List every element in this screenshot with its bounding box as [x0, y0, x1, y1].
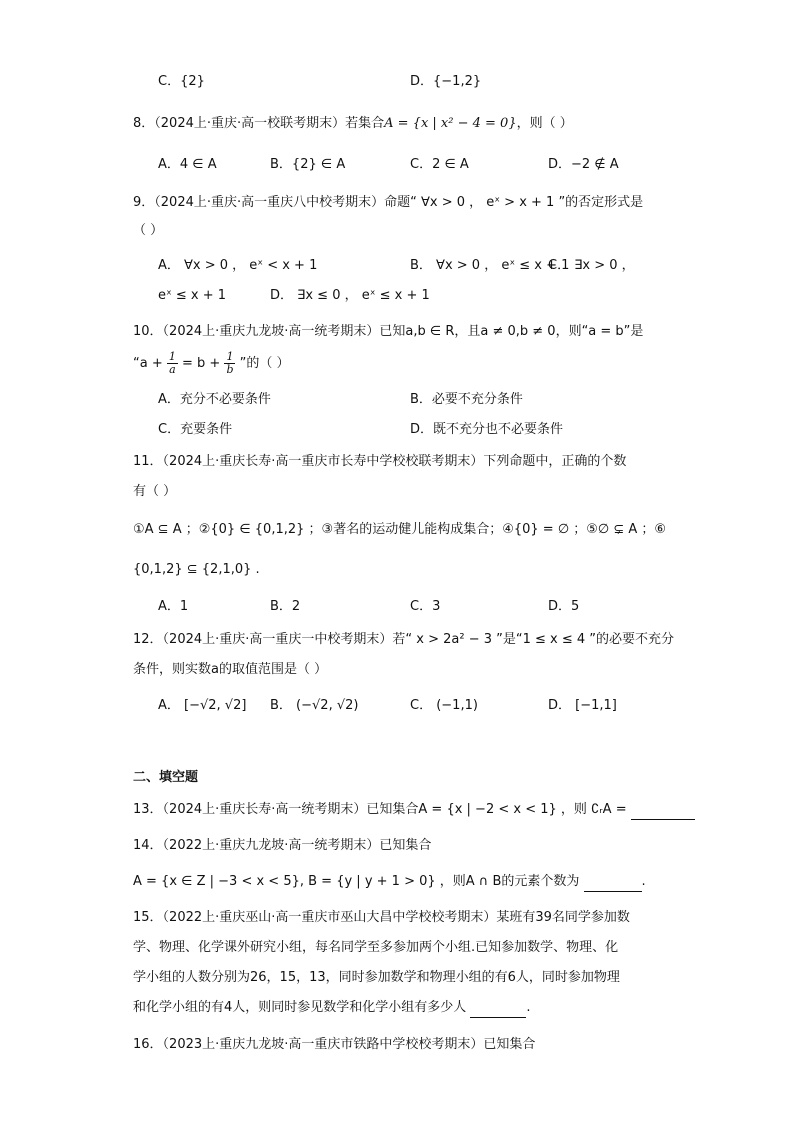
q12-option-d: D． [−1,1] — [548, 698, 617, 713]
q11-items-line1: ①A ⊆ A ；②{0} ∈ {0,1,2} ；③著名的运动健儿能构成集合；④{0} = ∅ ；⑤∅ ⊊ A ；⑥ — [133, 522, 667, 537]
q10-option-b: B．必要不充分条件 — [410, 392, 523, 407]
section-fill-in-blank-heading: 二、填空题 — [133, 770, 199, 785]
q8-option-a: A．4 ∈ A — [158, 157, 217, 172]
q15-line3: 学小组的人数分别为26，15，13，同时参加数学和物理小组的有6人，同时参加物理 — [133, 970, 620, 985]
q8-option-c: C．2 ∈ A — [410, 157, 469, 172]
q14-stem-line2: A = {x ∈ Z | −3 < x < 5}, B = {y | y + 1 > 0} ，则A ∩ B的元素个数为 . — [133, 872, 646, 892]
q8-set: A = {x | x² − 4 = 0} — [384, 116, 517, 131]
q10-stem-line1: 10．（2024上·重庆九龙坡·高一统考期末）已知a,b ∈ R，且a ≠ 0,b ≠ 0，则“a = b”是 — [133, 324, 644, 339]
q13-stem — [133, 800, 695, 820]
q7-option-d: D．{−1,2} — [410, 74, 482, 89]
q13-answer-blank[interactable] — [631, 805, 695, 820]
q12-stem-line2: 条件，则实数a的取值范围是（ ） — [133, 662, 328, 677]
q11-stem-line2: 有（ ） — [133, 484, 177, 499]
q8-stem-pre: 8．（2024上·重庆·高一校联考期末）若集合 — [133, 116, 385, 131]
q10-stem-line2 — [133, 350, 289, 378]
q11-option-d: D．5 — [548, 599, 580, 614]
q11-option-a: A．1 — [158, 599, 189, 614]
q9-option-b: B． ∀x > 0 ， eˣ ≤ x + 1 — [410, 258, 570, 273]
q11-items-line2: {0,1,2} ⊆ {2,1,0} . — [133, 562, 260, 577]
q10-option-d: D．既不充分也不必要条件 — [410, 422, 564, 437]
q10-stem2-post: ”的（ ） — [239, 356, 290, 371]
q15-line2: 学、物理、化学课外研究小组，每名同学至多参加两个小组.已知参加数学、物理、化 — [133, 940, 619, 955]
q8-option-d: D．−2 ∉ A — [548, 157, 619, 172]
q11-stem-line1: 11．（2024上·重庆长寿·高一重庆市长寿中学校校联考期末）下列命题中，正确的个数 — [133, 454, 627, 469]
q9-option-c: C． ∃x > 0 ， — [548, 258, 635, 273]
q14-stem2-text: A = {x ∈ Z | −3 < x < 5}, B = {y | y + 1 > 0} ，则A ∩ B的元素个数为 — [133, 874, 580, 889]
q15-line1: 15．（2022上·重庆巫山·高一重庆市巫山大昌中学校校考期末）某班有39名同学参加数 — [133, 910, 630, 925]
q10-stem2-mid: = b + — [182, 356, 221, 371]
q10-fraction-1-over-a: $\frac{1}{a}$ — [168, 350, 176, 376]
q14-stem-line1: 14．（2022上·重庆九龙坡·高一统考期末）已知集合 — [133, 838, 432, 853]
q15-line4: 和化学小组的有4人，则同时参见数学和化学小组有多少人 . — [133, 998, 531, 1018]
q14-answer-blank[interactable] — [584, 877, 642, 892]
q15-line4-text: 和化学小组的有4人，则同时参见数学和化学小组有多少人 — [133, 1000, 467, 1015]
q16-stem: 16．（2023上·重庆九龙坡·高一重庆市铁路中学校校考期末）已知集合 — [133, 1037, 536, 1052]
q11-option-b: B．2 — [270, 599, 301, 614]
q9-stem-line2: （ ） — [133, 223, 164, 238]
q11-option-c: C．3 — [410, 599, 441, 614]
q10-option-c: C．充要条件 — [158, 422, 233, 437]
q12-option-b: B． (−√2, √2) — [270, 698, 359, 713]
q10-fraction-1-over-b: $\frac{1}{b}$ — [226, 350, 234, 376]
q9-option-d: D． ∃x ≤ 0 ， eˣ ≤ x + 1 — [270, 288, 430, 303]
q9-stem-line1: 9．（2024上·重庆·高一重庆八中校考期末）命题“ ∀x > 0 ， eˣ > x + 1 ”的否定形式是 — [133, 195, 644, 210]
q10-option-a: A．充分不必要条件 — [158, 392, 271, 407]
q9-option-a: A． ∀x > 0 ， eˣ < x + 1 — [158, 258, 318, 273]
q9-option-c-cont: eˣ ≤ x + 1 — [158, 288, 227, 303]
q8-option-b: B．{2} ∈ A — [270, 157, 346, 172]
q13-stem-text: 13．（2024上·重庆长寿·高一统考期末）已知集合A = {x | −2 < x < 1} ，则 ∁ᵣA = — [133, 802, 627, 817]
q12-option-c: C． (−1,1) — [410, 698, 478, 713]
q12-option-a: A． [−√2, √2] — [158, 698, 247, 713]
q12-stem-line1: 12．（2024上·重庆·高一重庆一中校考期末）若“ x > 2a² − 3 ”是“1 ≤ x ≤ 4 ”的必要不充分 — [133, 632, 675, 647]
q8-stem — [133, 114, 573, 134]
q15-answer-blank[interactable] — [470, 1003, 526, 1018]
q7-option-c: C．{2} — [158, 74, 205, 89]
q10-stem2-pre: “a + — [133, 356, 163, 371]
q8-stem-post: ，则（ ） — [516, 116, 573, 131]
